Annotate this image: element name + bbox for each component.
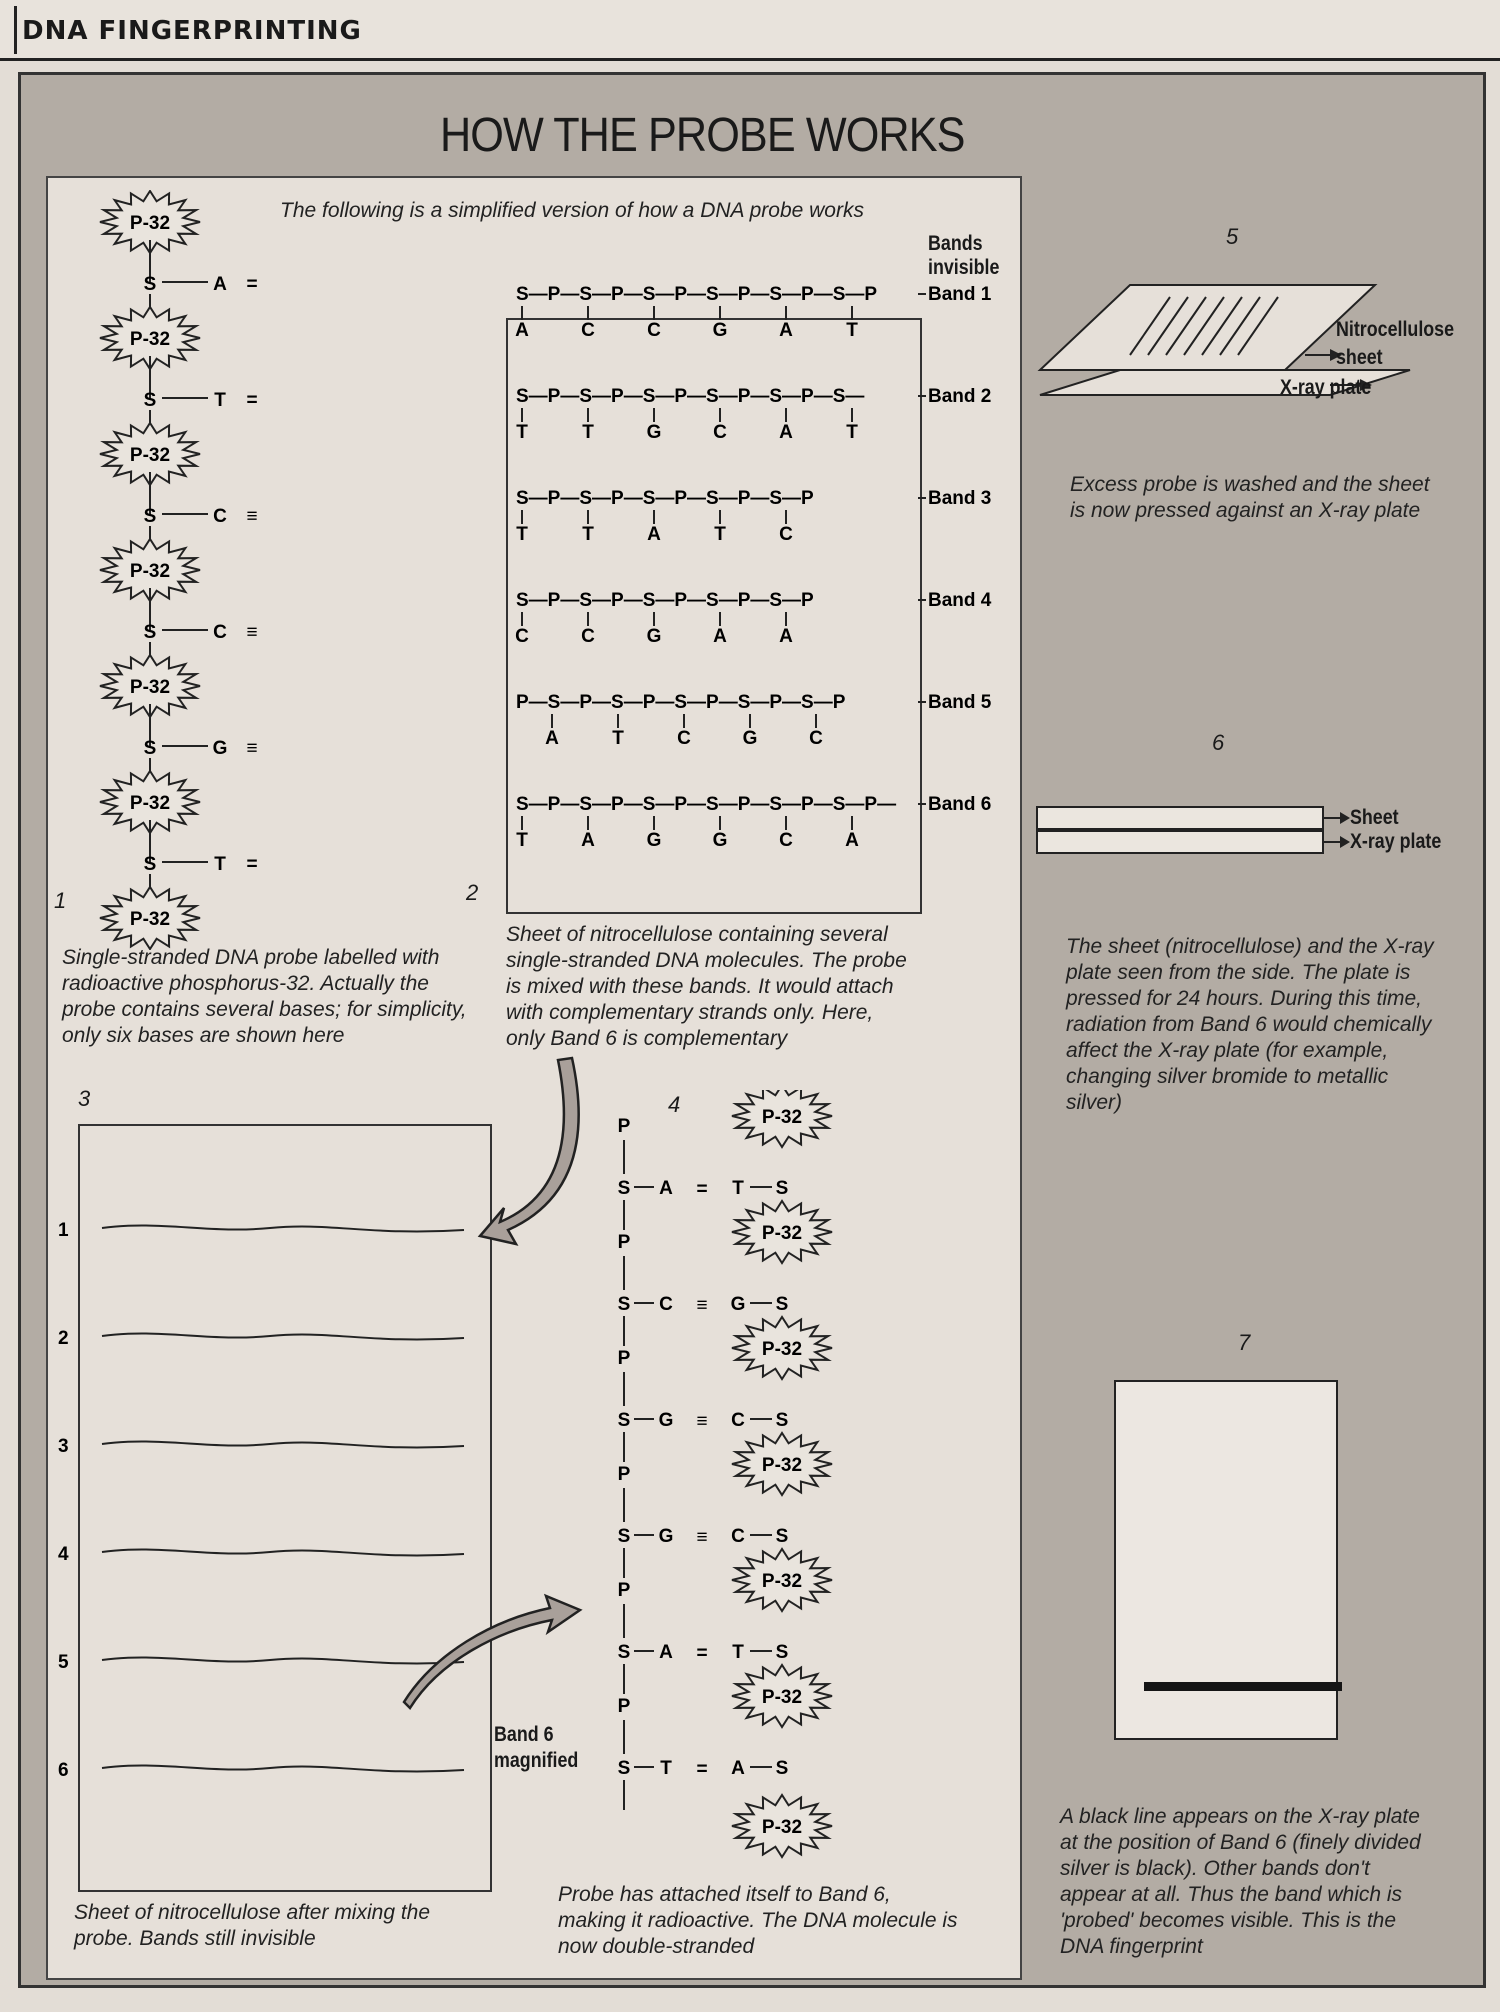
base-label: G xyxy=(742,728,758,749)
panel-5-plate-label: X-ray plate xyxy=(1280,376,1372,399)
base-label: T xyxy=(214,854,226,875)
sugar-label: S xyxy=(143,506,157,527)
sugar-label: S xyxy=(775,1178,789,1199)
base-label: C xyxy=(659,1294,673,1315)
base-label: C xyxy=(731,1526,745,1547)
backbone-label: P—S—P—S—P—S—P—S—P—S—P xyxy=(516,692,846,713)
base-label: C xyxy=(213,622,227,643)
panel-6-caption: The sheet (nitrocellulose) and the X-ray plate seen from the side. The plate is pressed for 24 hours. During this time, radiation from Band 6 would chemically affect the X-ray plate (for example, changing silver bromide to metallic silver) xyxy=(1066,935,1434,1114)
bond-label: ≡ xyxy=(696,1295,708,1316)
intro-text: The following is a simplified version of how a DNA probe works xyxy=(280,199,864,222)
panel-5-number: 5 xyxy=(1226,224,1239,249)
panel-4-number: 4 xyxy=(668,1092,681,1117)
base-label: T xyxy=(732,1642,744,1663)
p32-label: P-32 xyxy=(761,1107,803,1128)
base-label: G xyxy=(712,320,728,341)
backbone-label: S—P—S—P—S—P—S—P—S—P xyxy=(516,488,814,509)
phosphate-label: P xyxy=(617,1464,631,1485)
base-label: A xyxy=(647,524,661,545)
base-label: C xyxy=(581,320,595,341)
p32-label: P-32 xyxy=(129,909,171,930)
sugar-label: S xyxy=(143,854,157,875)
base-label: C xyxy=(213,506,227,527)
band-row-number: 5 xyxy=(58,1652,69,1673)
phosphate-label: P xyxy=(617,1348,631,1369)
base-label: A xyxy=(581,830,595,851)
bond-label: = xyxy=(696,1643,708,1664)
bond-label: = xyxy=(246,274,258,295)
bands-header: Bands invisible xyxy=(928,232,1000,279)
band-row-number: 1 xyxy=(58,1220,69,1241)
panel-5-caption: Excess probe is washed and the sheet is now pressed against an X-ray plate xyxy=(1070,473,1430,522)
phosphate-label: P xyxy=(617,1696,631,1717)
bond-label: = xyxy=(696,1759,708,1780)
p32-label: P-32 xyxy=(761,1571,803,1592)
p32-burst-icon xyxy=(732,1433,832,1495)
panel-2-number: 2 xyxy=(466,880,479,905)
base-label: C xyxy=(515,626,529,647)
invisible-band-line xyxy=(102,1765,464,1771)
sugar-label: S xyxy=(775,1294,789,1315)
sugar-label: S xyxy=(617,1294,631,1315)
base-label: T xyxy=(582,524,594,545)
band-label: Band 1 xyxy=(928,284,992,305)
bands-diagram xyxy=(500,270,1020,890)
phosphate-label: P xyxy=(617,1580,631,1601)
sugar-label: S xyxy=(617,1642,631,1663)
page-header xyxy=(0,0,1500,61)
band-row-number: 4 xyxy=(58,1544,69,1565)
base-label: A xyxy=(545,728,559,749)
base-label: C xyxy=(731,1410,745,1431)
base-label: G xyxy=(646,626,662,647)
panel-1-number: 1 xyxy=(54,888,67,913)
base-label: C xyxy=(713,422,727,443)
base-label: A xyxy=(779,422,793,443)
band-row xyxy=(516,692,992,749)
phosphate-label: P xyxy=(617,1116,631,1137)
backbone-label: S—P—S—P—S—P—S—P—S—P xyxy=(516,590,814,611)
band-row xyxy=(515,284,992,341)
bond-label: = xyxy=(246,390,258,411)
base-label: T xyxy=(714,524,726,545)
base-label: G xyxy=(712,830,728,851)
bond-label: ≡ xyxy=(696,1527,708,1548)
base-label: G xyxy=(658,1410,674,1431)
band-label: Band 4 xyxy=(928,590,992,611)
base-label: C xyxy=(779,830,793,851)
base-label: T xyxy=(516,422,528,443)
base-label: T xyxy=(660,1758,672,1779)
header-title: DNA FINGERPRINTING xyxy=(22,16,362,46)
base-label: A xyxy=(731,1758,745,1779)
p32-label: P-32 xyxy=(129,561,171,582)
base-label: C xyxy=(677,728,691,749)
sugar-label: S xyxy=(775,1526,789,1547)
bond-label: = xyxy=(246,854,258,875)
base-label: A xyxy=(515,320,529,341)
xray-plate xyxy=(1114,1380,1338,1740)
base-label: T xyxy=(612,728,624,749)
base-label: C xyxy=(647,320,661,341)
side-view-sheet xyxy=(1036,806,1324,830)
base-label: G xyxy=(646,422,662,443)
band-row xyxy=(516,386,991,443)
panel-7-number: 7 xyxy=(1238,1330,1251,1355)
band-row-number: 2 xyxy=(58,1328,69,1349)
p32-label: P-32 xyxy=(129,213,171,234)
base-label: T xyxy=(214,390,226,411)
panel-3-caption: Sheet of nitrocellulose after mixing the probe. Bands still invisible xyxy=(74,1901,431,1950)
sugar-label: S xyxy=(143,390,157,411)
p32-label: P-32 xyxy=(761,1339,803,1360)
p32-label: P-32 xyxy=(761,1223,803,1244)
bond-label: ≡ xyxy=(696,1411,708,1432)
side-view-arrows xyxy=(1320,806,1350,852)
panel-3-number: 3 xyxy=(78,1086,91,1111)
p32-label: P-32 xyxy=(129,329,171,350)
base-label: T xyxy=(846,320,858,341)
bond-label: ≡ xyxy=(246,622,258,643)
p32-burst-icon xyxy=(732,1549,832,1611)
probe-diagram xyxy=(80,190,320,950)
sugar-label: S xyxy=(143,738,157,759)
sugar-label: S xyxy=(143,274,157,295)
base-label: A xyxy=(659,1178,673,1199)
base-label: C xyxy=(581,626,595,647)
base-label: A xyxy=(213,274,227,295)
p32-burst-icon xyxy=(732,1090,832,1147)
sugar-label: S xyxy=(617,1758,631,1779)
black-line-band-6 xyxy=(1144,1682,1342,1691)
arrow-to-sheet-icon xyxy=(480,1058,579,1244)
base-label: C xyxy=(809,728,823,749)
p32-label: P-32 xyxy=(761,1455,803,1476)
base-label: C xyxy=(779,524,793,545)
backbone-label: S—P—S—P—S—P—S—P—S—P—S—P xyxy=(516,284,878,305)
panel-6-sheet-label: Sheet xyxy=(1350,806,1399,829)
panel-1-caption: Single-stranded DNA probe labelled with radioactive phosphorus-32. Actually the probe contains several bases; for simplicity, only six bases are shown here xyxy=(62,946,467,1047)
backbone-label: S—P—S—P—S—P—S—P—S—P—S—P— xyxy=(516,794,897,815)
base-label: T xyxy=(516,830,528,851)
phosphate-label: P xyxy=(617,1232,631,1253)
header-rule xyxy=(14,6,17,54)
bond-label: ≡ xyxy=(246,506,258,527)
p32-label: P-32 xyxy=(761,1687,803,1708)
p32-burst-icon xyxy=(732,1665,832,1727)
main-title: HOW THE PROBE WORKS xyxy=(440,109,965,162)
band-row-number: 3 xyxy=(58,1436,69,1457)
base-label: A xyxy=(659,1642,673,1663)
panel-6-number: 6 xyxy=(1212,730,1225,755)
base-label: G xyxy=(646,830,662,851)
base-label: G xyxy=(658,1526,674,1547)
sugar-label: S xyxy=(775,1642,789,1663)
panel-6-plate-label: X-ray plate xyxy=(1350,830,1442,853)
panel-5-sheet-label: Nitrocellulose sheet xyxy=(1336,318,1455,369)
p32-burst-icon xyxy=(100,887,200,949)
bond-label: = xyxy=(696,1179,708,1200)
p32-label: P-32 xyxy=(129,445,171,466)
sugar-label: S xyxy=(775,1758,789,1779)
p32-burst-icon xyxy=(732,1317,832,1379)
panel-4-caption: Probe has attached itself to Band 6, making it radioactive. The DNA molecule is now double-stranded xyxy=(558,1883,958,1958)
base-label: T xyxy=(516,524,528,545)
band-6-magnified-label: Band 6 magnified xyxy=(494,1723,579,1772)
panel-2-caption: Sheet of nitrocellulose containing several single-stranded DNA molecules. The probe is mixed with these bands. It would attach with complementary strands only. Here, only Band 6 is complementary xyxy=(506,923,907,1050)
base-label: G xyxy=(730,1294,746,1315)
sugar-label: S xyxy=(775,1410,789,1431)
base-label: T xyxy=(846,422,858,443)
band-label: Band 3 xyxy=(928,488,992,509)
base-label: A xyxy=(779,626,793,647)
side-view-plate xyxy=(1036,830,1324,854)
band-row xyxy=(516,794,991,851)
band-label: Band 6 xyxy=(928,794,992,815)
base-label: A xyxy=(779,320,793,341)
base-label: A xyxy=(845,830,859,851)
band-label: Band 5 xyxy=(928,692,992,713)
sugar-label: S xyxy=(617,1410,631,1431)
p32-label: P-32 xyxy=(129,793,171,814)
backbone-label: S—P—S—P—S—P—S—P—S—P—S— xyxy=(516,386,865,407)
band-label: Band 2 xyxy=(928,386,992,407)
base-label: G xyxy=(212,738,228,759)
band-row xyxy=(515,590,992,647)
sugar-label: S xyxy=(617,1178,631,1199)
base-label: A xyxy=(713,626,727,647)
p32-label: P-32 xyxy=(761,1817,803,1838)
sugar-label: S xyxy=(617,1526,631,1547)
band-row xyxy=(516,488,991,545)
p32-burst-icon xyxy=(732,1795,832,1857)
double-strand-diagram xyxy=(600,1090,860,1890)
base-label: T xyxy=(732,1178,744,1199)
arrows-layer xyxy=(380,1040,620,1760)
p32-label: P-32 xyxy=(129,677,171,698)
bond-label: ≡ xyxy=(246,738,258,759)
sugar-label: S xyxy=(143,622,157,643)
arrow-band6-magnified-icon xyxy=(404,1596,580,1708)
band-row-number: 6 xyxy=(58,1760,69,1781)
base-label: T xyxy=(582,422,594,443)
panel-7-caption: A black line appears on the X-ray plate at the position of Band 6 (finely divided silver is black). Other bands don't appear at all. Thus the band which is 'probed' becomes visible. This is the DNA fingerprint xyxy=(1060,1805,1421,1958)
p32-burst-icon xyxy=(732,1201,832,1263)
